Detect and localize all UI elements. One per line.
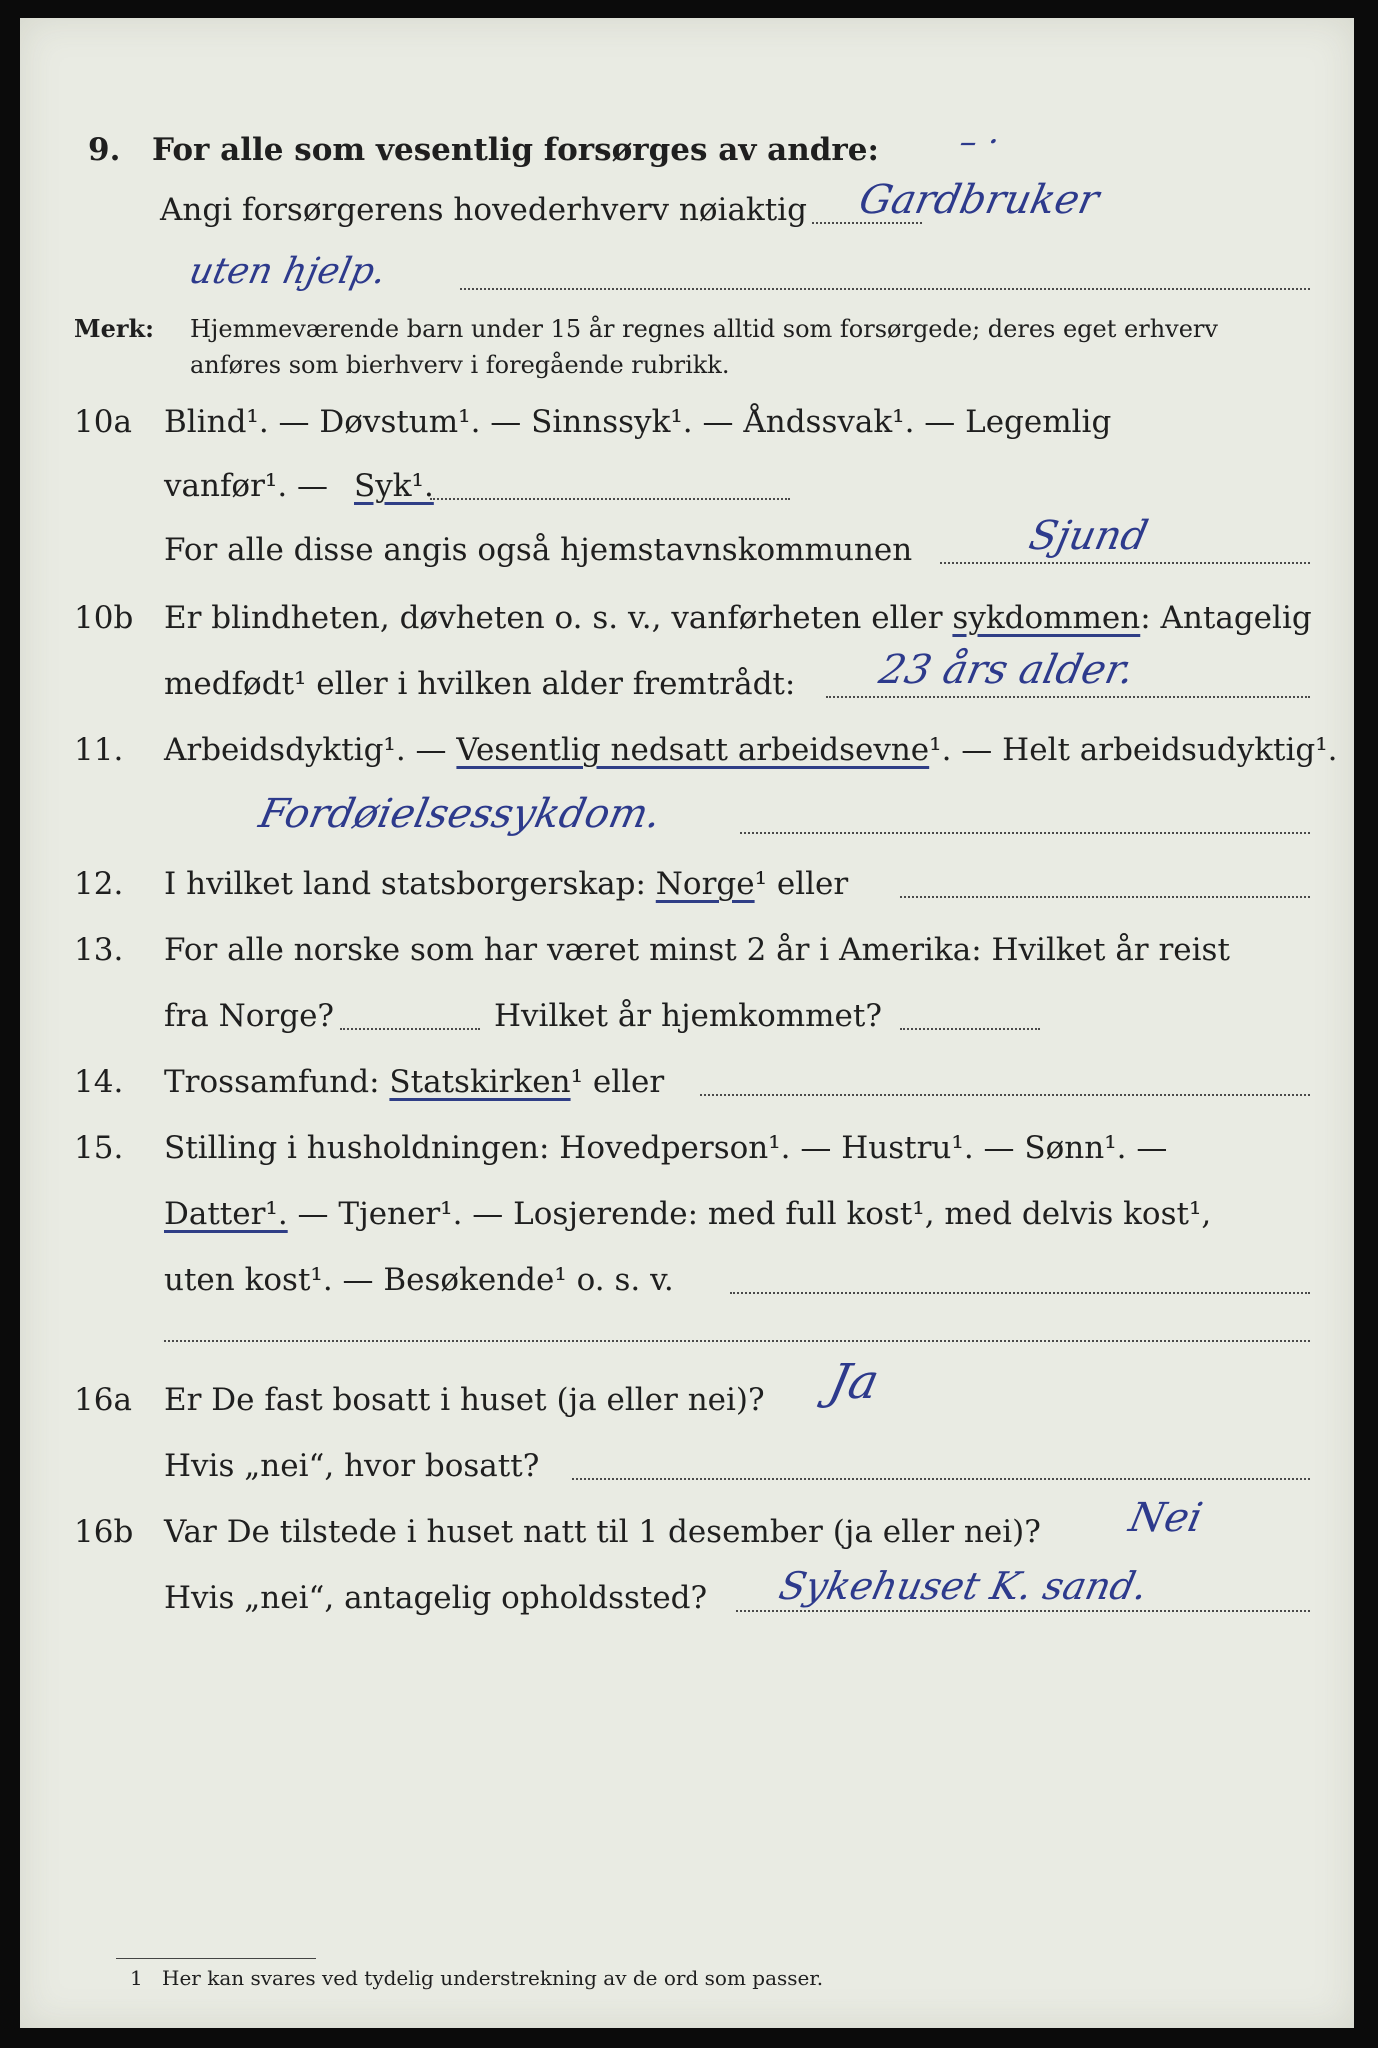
q10b-answer-line bbox=[826, 696, 1310, 698]
merk-label: Merk: bbox=[74, 314, 154, 343]
statskirken-underlined: Statskirken bbox=[389, 1064, 571, 1100]
q9-answer-line-2 bbox=[460, 288, 1310, 290]
merk-note-line2: anføres som bierhverv i foregående rubrikk. bbox=[190, 351, 730, 379]
q13-year-left-line bbox=[340, 1028, 480, 1030]
q15-answer-line-2 bbox=[164, 1340, 1310, 1342]
q15-household-position-line2 bbox=[164, 1194, 1211, 1234]
q16a-where-line bbox=[572, 1478, 1310, 1480]
q9-answer-occupation: Gardbruker bbox=[855, 177, 1103, 223]
q11-line1a: Arbeidsdyktig¹. — bbox=[164, 732, 457, 768]
merk-note-line1: Hjemmeværende barn under 15 år regnes alltid som forsørgede; deres eget erhverv bbox=[190, 315, 1218, 343]
q15-line2b: — Tjener¹. — Losjerende: med full kost¹, med delvis kost¹, bbox=[287, 1196, 1212, 1232]
q12-number: 12. bbox=[74, 866, 124, 902]
q9-number: 9. bbox=[88, 132, 121, 168]
census-form-page bbox=[20, 18, 1354, 2028]
norge-underlined: Norge bbox=[655, 866, 755, 902]
q16a-residence-question: Er De fast bosatt i huset (ja eller nei)? bbox=[164, 1382, 765, 1418]
q9-question: For alle som vesentlig forsørges av andre: bbox=[152, 132, 879, 168]
q10b-line1a: Er blindheten, døvheten o. s. v., vanførheten eller bbox=[164, 600, 953, 636]
q14-line1a: Trossamfund: bbox=[164, 1064, 390, 1100]
q14-answer-line bbox=[700, 1094, 1310, 1096]
q12-citizenship bbox=[164, 864, 848, 904]
q10b-answer-age: 23 års alder. bbox=[875, 647, 1139, 693]
q16b-answer-present: Nei bbox=[1125, 1495, 1207, 1541]
q11-answer-line bbox=[740, 832, 1310, 834]
q12-answer-line bbox=[900, 896, 1310, 898]
q16a-answer: Ja bbox=[824, 1354, 884, 1410]
q9-answer-continued: uten hjelp. bbox=[185, 251, 390, 292]
footnote-text: Her kan svares ved tydelig understrekning av de ord som passer. bbox=[162, 1966, 824, 1990]
syk-underline-text: Syk¹. bbox=[354, 468, 434, 504]
q16b-number: 16b bbox=[74, 1514, 134, 1550]
q14-number: 14. bbox=[74, 1064, 124, 1100]
q16a-number: 16a bbox=[74, 1382, 132, 1418]
q10b-question-line2: medfødt¹ eller i hvilken alder fremtrådt: bbox=[164, 666, 796, 702]
q15-answer-line-1 bbox=[730, 1292, 1310, 1294]
q15-household-position-line3: uten kost¹. — Besøkende¹ o. s. v. bbox=[164, 1262, 674, 1298]
q15-household-position-line1: Stilling i husholdningen: Hovedperson¹. — Hustru¹. — Sønn¹. — bbox=[164, 1130, 1168, 1166]
footnote-rule bbox=[116, 1958, 316, 1959]
q10a-options-cont: vanfør¹. — bbox=[164, 468, 329, 504]
q9-dash-answer: – · bbox=[955, 122, 1003, 162]
q11-answer-illness: Fordøielsessykdom. bbox=[255, 791, 666, 837]
q11-work-capacity-options bbox=[164, 730, 1338, 770]
q10a-option-syk-underlined bbox=[354, 466, 434, 506]
q16b-present-question: Var De tilstede i huset natt til 1 desember (ja eller nei)? bbox=[164, 1514, 1041, 1550]
sykdommen-underlined: sykdommen bbox=[952, 600, 1141, 636]
q14-religion bbox=[164, 1062, 664, 1102]
q12-line1a: I hvilket land statsborgerskap: bbox=[164, 866, 656, 902]
q10b-question-line1 bbox=[164, 598, 1312, 638]
q16b-whereabouts-line bbox=[736, 1610, 1310, 1612]
q11-line1c: ¹. — Helt arbeidsudyktig¹. bbox=[929, 732, 1338, 768]
q13-returned-label: Hvilket år hjemkommet? bbox=[494, 998, 882, 1034]
q16b-answer-whereabouts: Sykehuset K. sand. bbox=[775, 1564, 1152, 1608]
q13-number: 13. bbox=[74, 932, 124, 968]
q16b-whereabouts-label: Hvis „nei“, antagelig opholdssted? bbox=[164, 1580, 708, 1616]
q10a-answer-line bbox=[940, 562, 1310, 564]
q10a-answer-municipality: Sjund bbox=[1025, 513, 1152, 559]
q12-line1c: ¹ eller bbox=[754, 866, 849, 902]
q10a-disability-options: Blind¹. — Døvstum¹. — Sinnssyk¹. — Åndssvak¹. — Legemlig bbox=[164, 404, 1112, 440]
q10a-number: 10a bbox=[74, 404, 132, 440]
q10b-line1c: : Antagelig bbox=[1140, 600, 1312, 636]
q10b-number: 10b bbox=[74, 600, 134, 636]
q13-left-norway-label: fra Norge? bbox=[164, 998, 335, 1034]
nedsatt-arbeidsevne-underlined: Vesentlig nedsatt arbeidsevne bbox=[456, 732, 930, 768]
q13-year-returned-line bbox=[900, 1028, 1040, 1030]
q16a-where-label: Hvis „nei“, hvor bosatt? bbox=[164, 1448, 540, 1484]
q13-america-question: For alle norske som har været minst 2 år i Amerika: Hvilket år reist bbox=[164, 932, 1230, 968]
q14-line1c: ¹ eller bbox=[570, 1064, 665, 1100]
footnote-marker: 1 bbox=[130, 1966, 143, 1990]
q10a-home-municipality-label: For alle disse angis også hjemstavnskommunen bbox=[164, 532, 913, 568]
q11-number: 11. bbox=[74, 732, 124, 768]
datter-underlined: Datter¹. bbox=[164, 1196, 288, 1232]
q15-number: 15. bbox=[74, 1130, 124, 1166]
q10a-line bbox=[430, 498, 790, 500]
q9-provider-occupation-label: Angi forsørgerens hovederhverv nøiaktig bbox=[160, 192, 807, 228]
